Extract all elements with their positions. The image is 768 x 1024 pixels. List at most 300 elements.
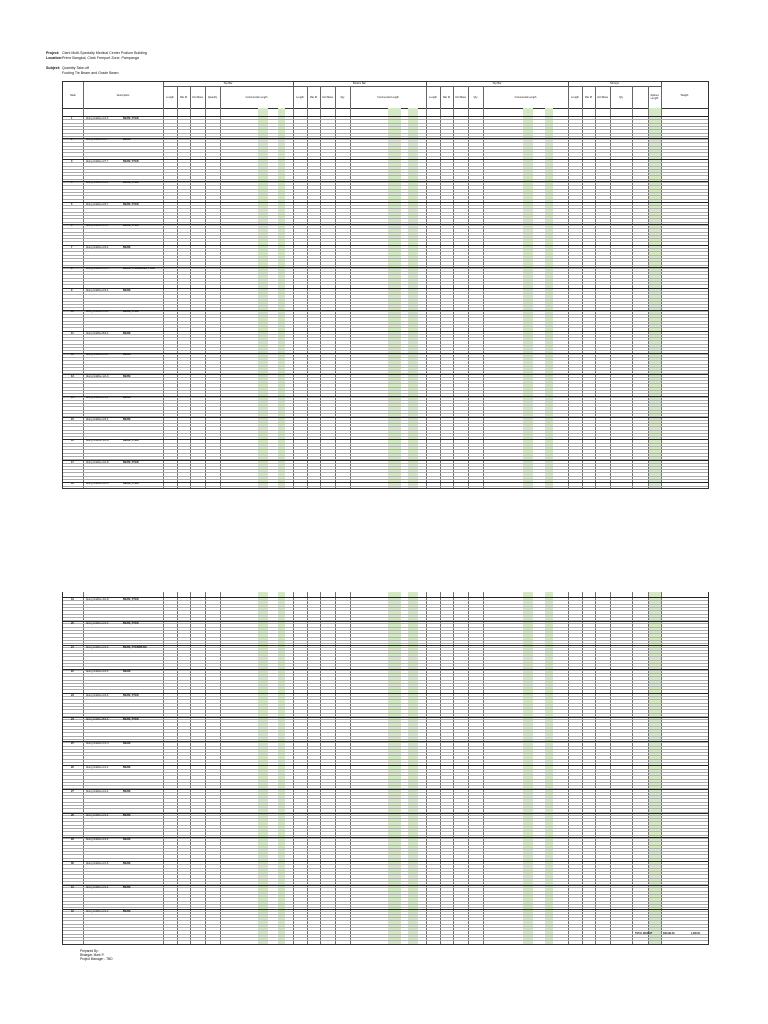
grid-row-line xyxy=(63,232,708,233)
grid-row-line xyxy=(63,228,708,229)
row-location: BEAM_FTGB xyxy=(123,159,139,163)
row-description: Along Gridline A/1-5 xyxy=(86,861,109,865)
row-description: Along Gridline A/4-6 xyxy=(86,693,109,697)
grid-row-line xyxy=(63,607,708,608)
row-description: Along Gridline A/3-4 xyxy=(86,245,109,249)
grid-row-line xyxy=(63,133,708,134)
row-group-divider xyxy=(63,374,708,375)
grid-row-line xyxy=(63,195,708,196)
grid-row-line xyxy=(63,713,708,714)
grid-row-line xyxy=(63,805,708,806)
grid-row-line xyxy=(63,623,708,624)
grid-row-line xyxy=(63,172,708,173)
row-mark: 4 xyxy=(71,181,73,184)
grid-row-line xyxy=(63,472,708,473)
grid-row-line xyxy=(63,182,708,183)
grid-row-line xyxy=(63,175,708,176)
group-bottom-bar: Bottom Bar xyxy=(293,82,427,87)
total-weight-secondary: 1,280.00 xyxy=(691,933,700,935)
table-body-page-1 xyxy=(63,108,708,488)
grid-row-line xyxy=(63,653,708,654)
grid-row-line xyxy=(63,930,708,931)
col-bot-length: Length xyxy=(293,86,308,108)
row-group-divider xyxy=(63,669,708,670)
row-group-divider xyxy=(63,116,708,117)
grid-row-line xyxy=(63,212,708,213)
grid-row-line xyxy=(63,858,708,859)
col-top-commercial: Commercial Length xyxy=(220,86,294,108)
grid-row-line xyxy=(63,324,708,325)
grid-row-line xyxy=(63,920,708,921)
row-group-divider xyxy=(63,202,708,203)
row-location: BEAM_FTGB xyxy=(123,116,139,120)
row-mark: 8 xyxy=(71,267,73,270)
grid-row-line xyxy=(63,874,708,875)
col-s-length: Length xyxy=(426,86,441,108)
grid-row-line xyxy=(63,189,708,190)
grid-row-line xyxy=(63,808,708,809)
grid-row-line xyxy=(63,894,708,895)
row-location: BEAM xyxy=(123,765,131,769)
row-mark: 16 xyxy=(71,439,74,442)
row-description: Along Gridline C/1-2 xyxy=(86,310,109,313)
grid-row-line xyxy=(63,439,708,440)
grid-row-line xyxy=(63,660,708,661)
col-mark: Mark xyxy=(63,82,84,108)
row-description: Along Gridline B/3-4 xyxy=(86,224,109,227)
row-location: BEAM xyxy=(123,741,131,745)
grid-row-line xyxy=(63,647,708,648)
table-header xyxy=(63,82,708,109)
grid-row-line xyxy=(63,825,708,826)
grid-row-line xyxy=(63,400,708,401)
row-group-divider xyxy=(63,224,708,225)
grid-row-line xyxy=(63,433,708,434)
row-location: BEAM xyxy=(123,813,131,817)
grid-row-line xyxy=(63,486,708,487)
grid-row-line xyxy=(63,868,708,869)
grid-row-line xyxy=(63,772,708,773)
row-location: BEAM xyxy=(123,353,131,356)
row-location: BEAM_FTGB xyxy=(123,621,139,625)
row-group-divider xyxy=(63,245,708,246)
prepared-label: Prepared By: xyxy=(80,949,99,953)
grid-row-line xyxy=(63,294,708,295)
grid-row-line xyxy=(63,656,708,657)
grid-row-line xyxy=(63,261,708,262)
grid-row-line xyxy=(63,208,708,209)
row-location: BEAM_FTGB xyxy=(123,482,139,485)
grid-row-line xyxy=(63,785,708,786)
col-s-mass: Unit Mass xyxy=(453,86,469,108)
col-bot-qty: Qty xyxy=(335,86,351,108)
grid-row-line xyxy=(63,802,708,803)
row-mark: 11 xyxy=(71,331,74,335)
takeoff-sheet-page-2 xyxy=(62,592,709,945)
grid-row-line xyxy=(63,479,708,480)
grid-row-line xyxy=(63,818,708,819)
row-description: Along Gridline A/1-4 xyxy=(86,885,109,889)
row-mark: 17 xyxy=(71,460,74,464)
grid-row-line xyxy=(63,397,708,398)
row-location: BEAM_FTGB xyxy=(123,693,139,697)
row-description: Along Gridline A/1-4 xyxy=(86,789,109,793)
col-t-mass: Unit Mass xyxy=(595,86,611,108)
grid-row-line xyxy=(63,446,708,447)
grid-row-line xyxy=(63,156,708,157)
location-line: Location:Prime Bangkal, Clark Freeport Zone, Pampanga xyxy=(46,55,139,60)
col-top-length: Length xyxy=(163,86,178,108)
grid-row-line xyxy=(63,663,708,664)
grid-row-line xyxy=(63,719,708,720)
row-group-divider xyxy=(63,310,708,311)
grid-row-line xyxy=(63,887,708,888)
row-mark: 1 xyxy=(71,116,73,120)
row-location: BEAM xyxy=(123,288,131,292)
grid-row-line xyxy=(63,709,708,710)
grid-row-line xyxy=(63,604,708,605)
grid-row-line xyxy=(63,759,708,760)
grid-row-line xyxy=(63,149,708,150)
row-mark: 29 xyxy=(71,837,74,841)
grid-row-line xyxy=(63,838,708,839)
grid-row-line xyxy=(63,466,708,467)
row-mark: 9 xyxy=(71,288,73,292)
row-description: Along Gridline C/1-4 xyxy=(86,741,109,745)
row-group-divider xyxy=(63,417,708,418)
row-description: Along Gridline A/1-3 xyxy=(86,621,109,625)
row-group-divider xyxy=(63,861,708,862)
row-mark: 5 xyxy=(71,202,73,206)
grid-row-line xyxy=(63,627,708,628)
row-mark: 7 xyxy=(71,245,73,249)
grid-row-line xyxy=(63,469,708,470)
grid-row-line xyxy=(63,762,708,763)
row-location: BEAM xyxy=(123,138,131,141)
row-mark: 24 xyxy=(71,717,74,721)
grid-row-line xyxy=(63,449,708,450)
total-weight-label: TOTAL WEIGHT xyxy=(635,933,653,935)
grid-row-line xyxy=(63,680,708,681)
row-description: Along Gridline A/1-4 xyxy=(86,396,109,399)
row-location: BEAM xyxy=(123,837,131,841)
grid-row-line xyxy=(63,798,708,799)
row-group-divider xyxy=(63,331,708,332)
row-mark: 20 xyxy=(71,621,74,625)
grid-row-line xyxy=(63,225,708,226)
col-s-bar: Bar Ø xyxy=(440,86,454,108)
row-description: Along Gridline B/3-4 xyxy=(86,331,109,335)
grid-row-line xyxy=(63,281,708,282)
grid-row-line xyxy=(63,258,708,259)
grid-row-line xyxy=(63,169,708,170)
row-location: BEAM xyxy=(123,885,131,889)
grid-row-line xyxy=(63,456,708,457)
grid-row-line xyxy=(63,689,708,690)
row-group-divider xyxy=(63,789,708,790)
row-mark: 18 xyxy=(71,482,74,485)
grid-row-line xyxy=(63,821,708,822)
col-top-qty: Quantity xyxy=(205,86,221,108)
grid-row-line xyxy=(63,354,708,355)
row-mark: 32 xyxy=(71,909,74,913)
row-group-divider xyxy=(63,909,708,910)
grid-row-line xyxy=(63,610,708,611)
grid-row-line xyxy=(63,123,708,124)
grid-row-line xyxy=(63,934,708,935)
grid-row-line xyxy=(63,739,708,740)
row-location: BEAM xyxy=(123,374,131,378)
grid-row-line xyxy=(63,614,708,615)
grid-row-line xyxy=(63,251,708,252)
preparer-role: Project Manager - TBD xyxy=(80,957,113,962)
grid-row-line xyxy=(63,854,708,855)
row-location: BEAM xyxy=(123,417,131,421)
grid-row-line xyxy=(63,752,708,753)
grid-row-line xyxy=(63,314,708,315)
grid-row-line xyxy=(63,383,708,384)
row-mark: 6 xyxy=(71,224,73,227)
grid-row-line xyxy=(63,911,708,912)
col-weight: Weight xyxy=(680,93,689,97)
row-group-divider xyxy=(63,482,708,483)
row-description: Along Gridline A/1-3 xyxy=(86,645,109,649)
grid-row-line xyxy=(63,927,708,928)
grid-row-line xyxy=(63,274,708,275)
grid-row-line xyxy=(63,706,708,707)
col-bot-mass: Unit Mass xyxy=(320,86,336,108)
row-location: BEAM xyxy=(123,245,131,249)
grid-row-line xyxy=(63,271,708,272)
row-description: Along Gridline A/1-4 xyxy=(86,837,109,841)
col-t-spliced: Spliced Length xyxy=(648,86,662,108)
grid-row-line xyxy=(63,683,708,684)
row-mark: 22 xyxy=(71,669,74,673)
row-mark: 12 xyxy=(71,353,74,356)
grid-row-line xyxy=(63,298,708,299)
row-location: BEAM_FTGB xyxy=(123,310,139,313)
grid-row-line xyxy=(63,746,708,747)
grid-row-line xyxy=(63,410,708,411)
grid-row-line xyxy=(63,775,708,776)
grid-row-line xyxy=(63,443,708,444)
grid-row-line xyxy=(63,337,708,338)
grid-row-line xyxy=(63,633,708,634)
col-top-bar: Bar Ø xyxy=(177,86,191,108)
grid-row-line xyxy=(63,436,708,437)
grid-row-line xyxy=(63,779,708,780)
grid-row-line xyxy=(63,891,708,892)
grid-row-line xyxy=(63,367,708,368)
row-location: BEAM xyxy=(123,396,131,399)
grid-row-line xyxy=(63,307,708,308)
grid-row-line xyxy=(63,321,708,322)
row-group-divider xyxy=(63,138,708,139)
row-description: Along Gridline C/1-3 xyxy=(86,267,109,270)
grid-row-line xyxy=(63,924,708,925)
grid-row-line xyxy=(63,192,708,193)
grid-row-line xyxy=(63,901,708,902)
grid-row-line xyxy=(63,736,708,737)
row-group-divider xyxy=(63,765,708,766)
col-s-commercial: Commercial Length xyxy=(483,86,569,108)
row-location: BEAM_FTGB xyxy=(123,597,139,601)
grid-row-line xyxy=(63,218,708,219)
row-group-divider xyxy=(63,597,708,598)
grid-row-line xyxy=(63,403,708,404)
grid-row-line xyxy=(63,255,708,256)
preparer-name: Bhaegar, Mark P. xyxy=(80,953,105,958)
row-mark: 28 xyxy=(71,813,74,817)
grid-row-line xyxy=(63,940,708,941)
row-group-divider xyxy=(63,813,708,814)
row-description: Along Gridline A/7-7 xyxy=(86,159,109,163)
row-group-divider xyxy=(63,741,708,742)
grid-row-line xyxy=(63,357,708,358)
grid-row-line xyxy=(63,265,708,266)
row-group-divider xyxy=(63,621,708,622)
col-t-bar: Bar Ø xyxy=(582,86,596,108)
row-location: BEAM xyxy=(123,331,131,335)
grid-row-line xyxy=(63,831,708,832)
grid-row-line xyxy=(63,268,708,269)
row-location: BEAM xyxy=(123,789,131,793)
grid-row-line xyxy=(63,390,708,391)
row-location: BEAM_FTGB xyxy=(123,439,139,442)
grid-row-line xyxy=(63,129,708,130)
col-top-mass: Unit Mass xyxy=(190,86,206,108)
grid-row-line xyxy=(63,238,708,239)
grid-row-line xyxy=(63,370,708,371)
row-mark: 26 xyxy=(71,765,74,769)
grid-row-line xyxy=(63,944,708,945)
row-description: Along Gridline A/3-4 xyxy=(86,417,109,421)
grid-row-line xyxy=(63,769,708,770)
grid-row-line xyxy=(63,749,708,750)
grid-row-line xyxy=(63,881,708,882)
row-description: Along Gridline A/3-7 xyxy=(86,138,109,141)
grid-row-line xyxy=(63,453,708,454)
row-mark: 25 xyxy=(71,741,74,745)
grid-row-line xyxy=(63,851,708,852)
row-description: Along Gridline A/3-4 xyxy=(86,353,109,356)
grid-row-line xyxy=(63,387,708,388)
grid-row-line xyxy=(63,126,708,127)
grid-row-line xyxy=(63,347,708,348)
row-mark: 15 xyxy=(71,417,74,421)
grid-row-line xyxy=(63,815,708,816)
grid-row-line xyxy=(63,703,708,704)
grid-row-line xyxy=(63,732,708,733)
grid-row-line xyxy=(63,841,708,842)
grid-row-line xyxy=(63,917,708,918)
grid-row-line xyxy=(63,344,708,345)
row-group-divider xyxy=(63,267,708,268)
row-location: BEAM_FTGB xyxy=(123,224,139,227)
grid-row-line xyxy=(63,742,708,743)
grid-row-line xyxy=(63,235,708,236)
row-group-divider xyxy=(63,181,708,182)
grid-row-line xyxy=(63,139,708,140)
grid-row-line xyxy=(63,423,708,424)
row-description: Along Gridline 3/A-C xyxy=(86,482,109,485)
grid-row-line xyxy=(63,630,708,631)
grid-row-line xyxy=(63,795,708,796)
grid-row-line xyxy=(63,152,708,153)
grid-row-line xyxy=(63,199,708,200)
group-stirrups-a: Top Bar xyxy=(426,82,569,87)
grid-row-line xyxy=(63,166,708,167)
grid-row-line xyxy=(63,430,708,431)
row-mark: 2 xyxy=(71,138,73,141)
row-location: BEAM xyxy=(123,909,131,913)
row-description: Along Gridline A/1-2 xyxy=(86,909,109,913)
col-bot-commercial: Commercial Length xyxy=(350,86,427,108)
grid-row-line xyxy=(63,897,708,898)
grid-row-line xyxy=(63,364,708,365)
grid-row-line xyxy=(63,686,708,687)
grid-row-line xyxy=(63,729,708,730)
grid-row-line xyxy=(63,914,708,915)
grid-row-line xyxy=(63,676,708,677)
row-mark: 27 xyxy=(71,789,74,793)
grid-row-line xyxy=(63,835,708,836)
grid-row-line xyxy=(63,755,708,756)
col-t-length: Length xyxy=(568,86,583,108)
grid-row-line xyxy=(63,146,708,147)
row-mark: 21 xyxy=(71,645,74,649)
row-description: Along Gridline 1/A-D xyxy=(86,439,109,442)
row-description: Along Gridline A/3-4 xyxy=(86,181,109,184)
grid-row-line xyxy=(63,904,708,905)
row-mark: 23 xyxy=(71,693,74,697)
row-group-divider xyxy=(63,159,708,160)
grid-row-line xyxy=(63,413,708,414)
grid-row-line xyxy=(63,640,708,641)
row-location: BEAM_FTGB/BEAM xyxy=(123,645,147,649)
row-location: BEAM_FTGB/BEAM_FTGB xyxy=(123,267,155,270)
grid-row-line xyxy=(63,937,708,938)
row-mark: 14 xyxy=(71,396,74,399)
row-description: Along Gridline A/1-2 xyxy=(86,765,109,769)
grid-row-line xyxy=(63,222,708,223)
grid-row-line xyxy=(63,699,708,700)
row-group-divider xyxy=(63,288,708,289)
row-group-divider xyxy=(63,717,708,718)
grid-row-line xyxy=(63,142,708,143)
grid-row-line xyxy=(63,845,708,846)
row-description: Along Gridline 3/A-D xyxy=(86,597,109,601)
row-location: BEAM_FTGB xyxy=(123,460,139,464)
row-location: BEAM_FTGB xyxy=(123,181,139,184)
grid-row-line xyxy=(63,340,708,341)
grid-row-line xyxy=(63,673,708,674)
row-location: BEAM_FTGB xyxy=(123,202,139,206)
grid-row-line xyxy=(63,650,708,651)
grid-row-line xyxy=(63,241,708,242)
group-stirrups-b: Stirrups xyxy=(568,82,662,87)
takeoff-sheet-page-1 xyxy=(62,81,709,489)
grid-row-line xyxy=(63,317,708,318)
grid-row-line xyxy=(63,215,708,216)
col-description: Description xyxy=(83,82,164,108)
col-t-qty: Qty xyxy=(610,86,633,108)
row-mark: 30 xyxy=(71,861,74,865)
row-description: Along Gridline B/4-6 xyxy=(86,717,109,721)
row-description: Along Gridline 2/A-D xyxy=(86,460,109,464)
grid-row-line xyxy=(63,185,708,186)
row-mark: 3 xyxy=(71,159,73,163)
